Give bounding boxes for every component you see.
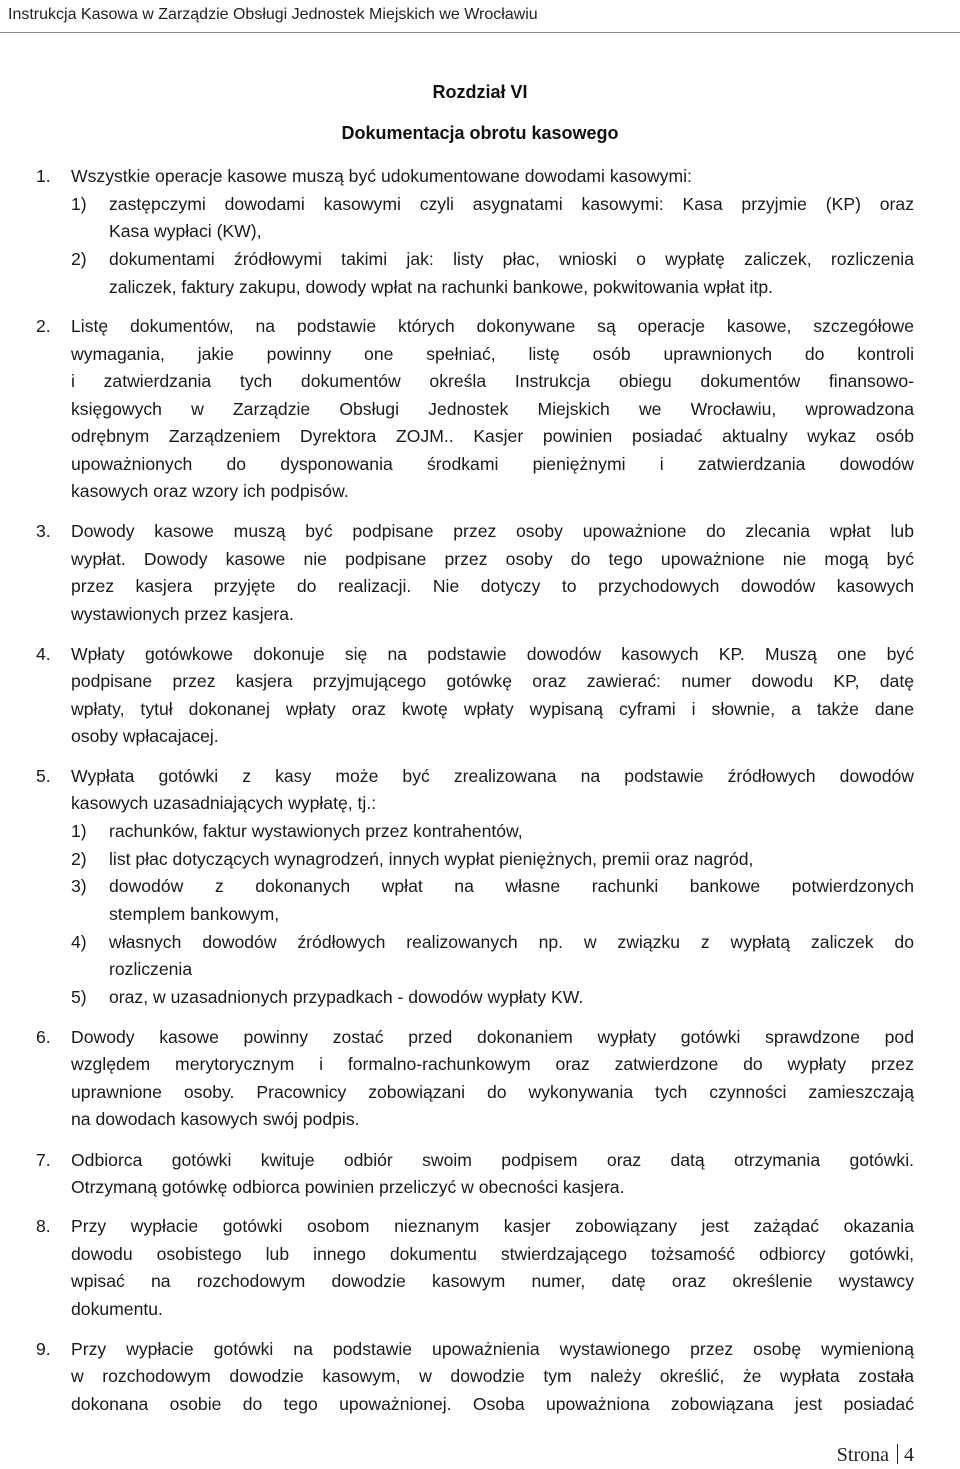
section-5-item-4-line: rozliczenia	[109, 959, 193, 979]
section-2-line: kasowych oraz wzory ich podpisów.	[71, 481, 349, 501]
section-5-item-1-line: rachunków, faktur wystawionych przez kontrahentów,	[109, 821, 523, 841]
section-4-line: podpisane przez kasjera przyjmującego gotówkę oraz zawierać: numer dowodu KP, datę	[71, 671, 914, 691]
section-1-item-2-number: 2)	[71, 249, 87, 269]
section-1-item-1-line: Kasa wypłaci (KW),	[109, 221, 262, 241]
footer-separator	[897, 1444, 898, 1464]
section-8-line: dowodu osobistego lub innego dokumentu stwierdzającego tożsamość odbiorcy gotówki,	[71, 1244, 914, 1264]
header-title: Instrukcja Kasowa w Zarządzie Obsługi Jednostek Miejskich we Wrocławiu	[8, 6, 538, 23]
chapter-subtitle: Dokumentacja obrotu kasowego	[341, 123, 619, 143]
section-3-line: wypłat. Dowody kasowe nie podpisane przez osoby do tego upoważnione nie mogą być	[71, 549, 914, 569]
section-5-item-4-number: 4)	[71, 932, 87, 952]
section-5-item-1-number: 1)	[71, 821, 87, 841]
section-8-line: dokumentu.	[71, 1299, 163, 1319]
section-6-line: Dowody kasowe powinny zostać przed dokonaniem wypłaty gotówki sprawdzone pod	[71, 1027, 914, 1047]
section-4-line: Wpłaty gotówkowe dokonuje się na podstawie dowodów kasowych KP. Muszą one być	[71, 644, 914, 664]
page-number: 4	[904, 1444, 914, 1466]
section-5-item-4-line: własnych dowodów źródłowych realizowanych np. w związku z wypłatą zaliczek do	[109, 932, 914, 952]
section-9-number: 9.	[36, 1339, 51, 1359]
footer-label: Strona	[836, 1444, 889, 1466]
section-2-line: wymagania, jakie powinny one spełniać, listę osób uprawnionych do kontroli	[71, 344, 914, 364]
section-5-line: kasowych uzasadniających wypłatę, tj.:	[71, 793, 377, 813]
chapter-title: Rozdział VI	[432, 82, 528, 102]
page-header	[0, 0, 960, 33]
section-2-line: odrębnym Zarządzeniem Dyrektora ZOJM.. Kasjer powinien posiadać aktualny wykaz osób	[71, 426, 914, 446]
section-1-item-2-line: zaliczek, faktury zakupu, dowody wpłat na rachunki bankowe, pokwitowania wpłat itp.	[109, 277, 774, 297]
section-7-line: Odbiorca gotówki kwituje odbiór swoim podpisem oraz datą otrzymania gotówki.	[71, 1150, 914, 1170]
page-footer	[837, 1444, 914, 1467]
section-6-number: 6.	[36, 1027, 51, 1047]
section-3-line: Dowody kasowe muszą być podpisane przez osoby upoważnione do zlecania wpłat lub	[71, 521, 914, 541]
section-8-number: 8.	[36, 1216, 51, 1236]
section-2-line: Listę dokumentów, na podstawie których dokonywane są operacje kasowe, szczegółowe	[71, 316, 914, 336]
section-8-line: wpisać na rozchodowym dowodzie kasowym numer, datę oraz określenie wystawcy	[71, 1271, 914, 1291]
section-2-line: i zatwierdzania tych dokumentów określa Instrukcja obiegu dokumentów finansowo-	[71, 371, 914, 391]
section-7-number: 7.	[36, 1150, 51, 1170]
section-5-item-2-number: 2)	[71, 849, 87, 869]
section-5-item-2-line: list płac dotyczących wynagrodzeń, innych wypłat pieniężnych, premii oraz nagród,	[109, 849, 754, 869]
section-8-line: Przy wypłacie gotówki osobom nieznanym kasjer zobowiązany jest zażądać okazania	[71, 1216, 914, 1236]
section-1-item-1-line: zastępczymi dowodami kasowymi czyli asygnatami kasowymi: Kasa przyjmie (KP) oraz	[109, 194, 914, 214]
section-3-number: 3.	[36, 521, 51, 541]
section-6-line: na dowodach kasowych swój podpis.	[71, 1109, 360, 1129]
section-5-item-3-number: 3)	[71, 876, 87, 896]
section-7-line: Otrzymaną gotówkę odbiorca powinien przeliczyć w obecności kasjera.	[71, 1177, 625, 1197]
section-9-line: dokonana osobie do tego upoważnionej. Osoba upoważniona zobowiązana jest posiadać	[71, 1394, 914, 1414]
section-6-line: uprawnione osoby. Pracownicy zobowiązani do wykonywania tych czynności zamieszczają	[71, 1082, 914, 1102]
section-5-number: 5.	[36, 766, 51, 786]
section-5-item-3-line: dowodów z dokonanych wpłat na własne rachunki bankowe potwierdzonych	[109, 876, 914, 896]
section-4-line: wpłaty, tytuł dokonanej wpłaty oraz kwotę wpłaty wypisaną cyframi i słownie, a także dane	[71, 699, 914, 719]
section-3-line: przez kasjera przyjęte do realizacji. Nie dotyczy to przychodowych dowodów kasowych	[71, 576, 914, 596]
section-1-item-1-number: 1)	[71, 194, 87, 214]
section-5-item-3-line: stemplem bankowym,	[109, 904, 280, 924]
section-6-line: względem merytorycznym i formalno-rachunkowym oraz zatwierdzone do wypłaty przez	[71, 1054, 914, 1074]
section-2-line: upoważnionych do dysponowania środkami pieniężnymi i zatwierdzania dowodów	[71, 454, 914, 474]
section-5-line: Wypłata gotówki z kasy może być zrealizowana na podstawie źródłowych dowodów	[71, 766, 914, 786]
section-2-number: 2.	[36, 316, 51, 336]
section-1-line: Wszystkie operacje kasowe muszą być udokumentowane dowodami kasowymi:	[71, 166, 692, 186]
section-3-line: wystawionych przez kasjera.	[71, 604, 294, 624]
section-5-item-5-number: 5)	[71, 987, 87, 1007]
section-9-line: w rozchodowym dowodzie kasowym, w dowodzie tym należy określić, że wypłata została	[71, 1366, 914, 1386]
section-5-item-5-line: oraz, w uzasadnionych przypadkach - dowodów wypłaty KW.	[109, 987, 584, 1007]
section-1-number: 1.	[36, 166, 51, 186]
section-9-line: Przy wypłacie gotówki na podstawie upoważnienia wystawionego przez osobę wymienioną	[71, 1339, 914, 1359]
section-2-line: księgowych w Zarządzie Obsługi Jednostek Miejskich we Wrocławiu, wprowadzona	[71, 399, 914, 419]
section-4-line: osoby wpłacajacej.	[71, 726, 219, 746]
section-1-item-2-line: dokumentami źródłowymi takimi jak: listy płac, wnioski o wypłatę zaliczek, rozliczenia	[109, 249, 914, 269]
section-4-number: 4.	[36, 644, 51, 664]
